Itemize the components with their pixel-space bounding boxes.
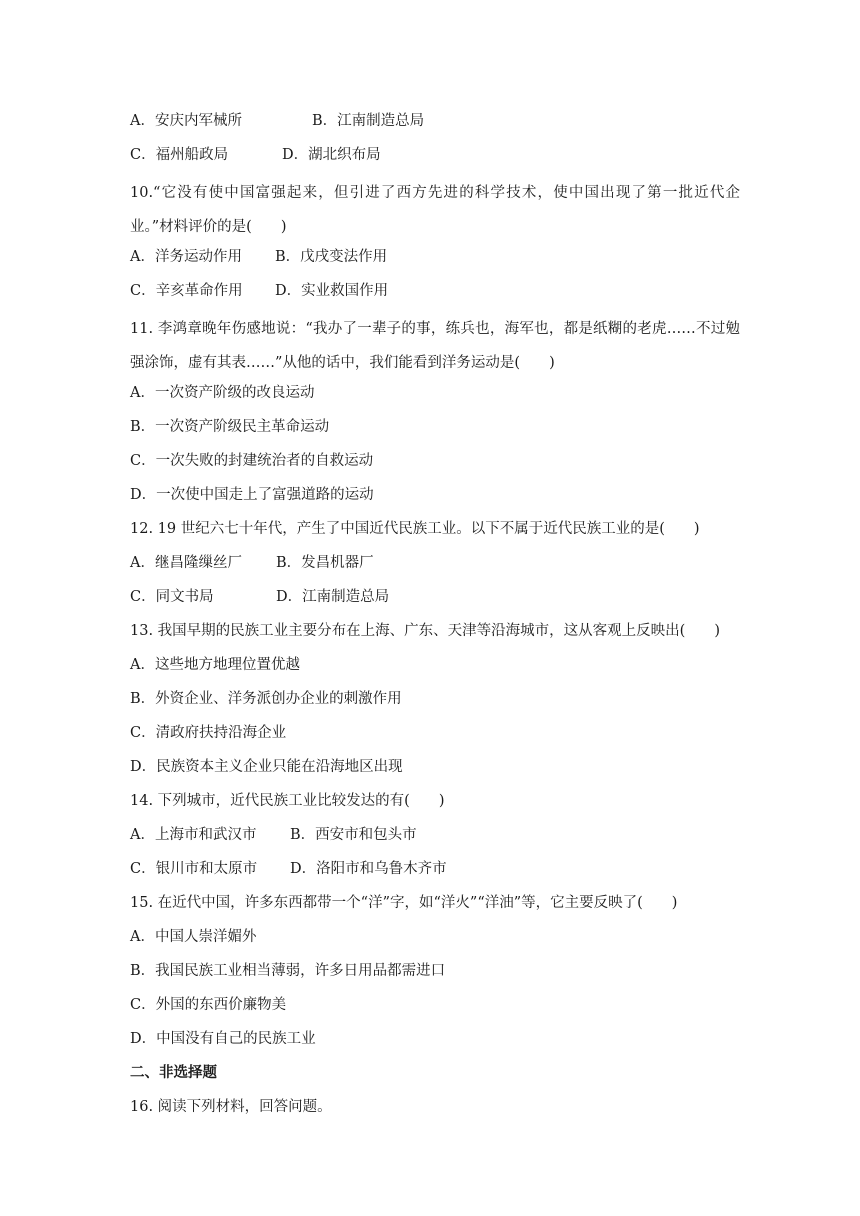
q14-option-c: C．银川市和太原市 [130,861,258,877]
q12-options-row-2 [130,584,740,618]
q15-option-d: D．中国没有自己的民族工业 [130,1031,316,1047]
q9-option-d: D．湖北织布局 [282,147,381,163]
q12-option-d: D．江南制造总局 [276,589,390,605]
q15-option-b: B．我国民族工业相当薄弱，许多日用品都需进口 [130,963,446,979]
q9-options-row-2 [130,142,740,176]
q10-option-c: C．辛亥革命作用 [130,283,243,299]
q11-option-c: C．一次失败的封建统治者的自救运动 [130,453,374,469]
q9-options-row-1 [130,108,740,142]
section-title-non-choice: 二、非选择题 [130,1064,217,1081]
q15-stem: 15. 在近代中国，许多东西都带一个“洋”字，如“洋火”“洋油”等，它主要反映了( ) [130,895,678,911]
q13-option-c: C．清政府扶持沿海企业 [130,725,287,741]
q12-options-row-1 [130,550,740,584]
q13-option-d: D．民族资本主义企业只能在沿海地区出现 [130,759,403,775]
q11-option-b: B．一次资产阶级民主革命运动 [130,419,330,435]
q10-options-row-2 [130,278,740,312]
q10-option-d: D．实业救国作用 [275,283,389,299]
q15-option-c: C．外国的东西价廉物美 [130,997,287,1013]
question-list [130,108,740,1128]
q14-option-d: D．洛阳市和乌鲁木齐市 [290,861,447,877]
q12-option-c: C．同文书局 [130,589,214,605]
q10-option-a: A．洋务运动作用 [130,249,242,265]
q11-stem: 11. 李鸿章晚年伤感地说：“我办了一辈子的事，练兵也，海军也，都是纸糊的老虎……不过勉强涂饰，虚有其表……”从他的话中，我们能看到洋务运动是( ) [130,321,740,371]
q14-stem: 14. 下列城市，近代民族工业比较发达的有( ) [130,793,445,809]
q9-option-b: B．江南制造总局 [312,113,425,129]
q11-option-d: D．一次使中国走上了富强道路的运动 [130,487,374,503]
q12-option-a: A．继昌隆缫丝厂 [130,555,242,571]
q14-options-row-1 [130,822,740,856]
q13-option-a: A．这些地方地理位置优越 [130,657,300,673]
q11-option-a: A．一次资产阶级的改良运动 [130,385,315,401]
q14-option-b: B．西安市和包头市 [290,827,417,843]
q14-option-a: A．上海市和武汉市 [130,827,257,843]
q13-option-b: B．外资企业、洋务派创办企业的刺激作用 [130,691,402,707]
q16-stem: 16. 阅读下列材料，回答问题。 [130,1099,332,1115]
q12-stem: 12. 19 世纪六七十年代，产生了中国近代民族工业。以下不属于近代民族工业的是( ) [130,521,700,537]
q13-stem: 13. 我国早期的民族工业主要分布在上海、广东、天津等沿海城市，这从客观上反映出( ) [130,623,720,639]
q14-options-row-2 [130,856,740,890]
q9-option-a: A．安庆内军械所 [130,113,242,129]
q10-options-row-1 [130,244,740,278]
q10-option-b: B．戊戌变法作用 [275,249,388,265]
q12-option-b: B．发昌机器厂 [276,555,374,571]
q9-option-c: C．福州船政局 [130,147,229,163]
q10-stem: 10.“它没有使中国富强起来，但引进了西方先进的科学技术，使中国出现了第一批近代企业。”材料评价的是( ) [130,185,740,235]
q15-option-a: A．中国人崇洋媚外 [130,929,257,945]
